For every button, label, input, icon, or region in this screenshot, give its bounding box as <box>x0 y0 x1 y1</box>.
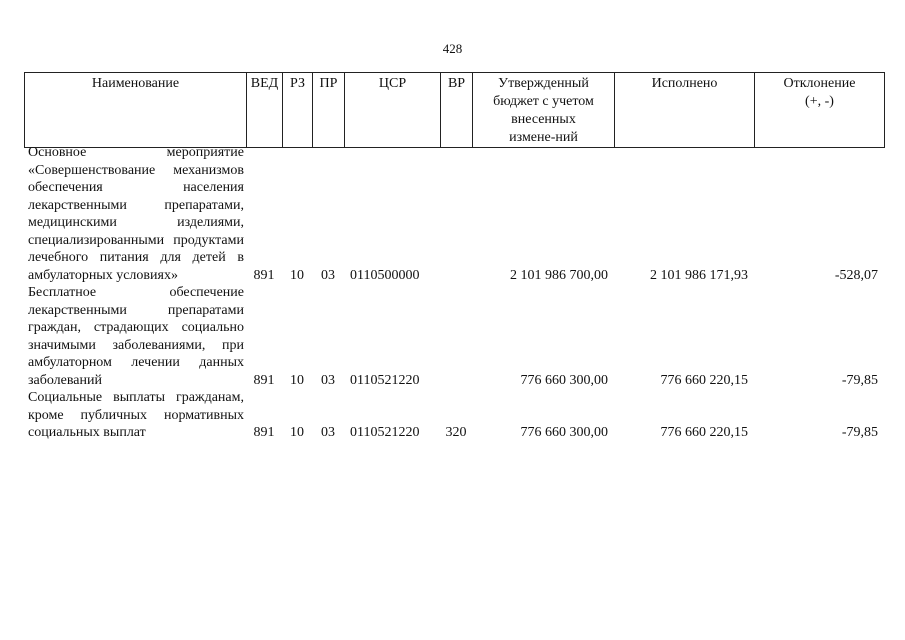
table-row <box>24 389 884 442</box>
row-csr: 0110521220 <box>350 372 420 388</box>
row-executed: 776 660 220,15 <box>660 372 748 388</box>
row-executed: 776 660 220,15 <box>660 425 748 440</box>
row-approved: 2 101 986 700,00 <box>510 267 608 283</box>
row-deviation: -79,85 <box>841 372 878 388</box>
header-approved: Утвержденный бюджет с учетом внесенных измене-ний <box>473 73 615 148</box>
row-rz: 10 <box>290 372 304 388</box>
table-row <box>24 144 884 284</box>
row-ved: 891 <box>253 372 275 388</box>
row-ved: 891 <box>253 267 275 283</box>
row-rz: 10 <box>290 425 304 440</box>
row-approved: 776 660 300,00 <box>520 425 608 440</box>
row-vr: 320 <box>445 425 467 440</box>
header-pr: ПР <box>313 73 345 148</box>
table-row <box>24 284 884 389</box>
row-vr <box>440 144 472 284</box>
header-rz: РЗ <box>283 73 313 148</box>
row-approved: 776 660 300,00 <box>520 372 608 388</box>
row-executed: 2 101 986 171,93 <box>650 267 748 283</box>
row-vr <box>440 284 472 389</box>
table-body <box>24 144 884 442</box>
row-ved: 891 <box>253 425 275 440</box>
page-number: 428 <box>442 41 463 56</box>
header-vr: ВР <box>441 73 473 148</box>
row-pr: 03 <box>321 425 335 440</box>
header-row <box>25 73 885 148</box>
header-name: Наименование <box>25 73 247 148</box>
row-csr: 0110521220 <box>350 425 420 440</box>
row-deviation: -528,07 <box>834 267 878 283</box>
header-deviation: Отклонение (+, -) <box>755 73 885 148</box>
row-rz: 10 <box>290 267 304 283</box>
row-pr: 03 <box>321 372 335 388</box>
header-ved: ВЕД <box>247 73 283 148</box>
row-name: Социальные выплаты гражданам, кроме публичных нормативных социальных выплат <box>28 390 244 440</box>
header-csr: ЦСР <box>345 73 441 148</box>
row-name: Бесплатное обеспечение лекарственными препаратами граждан, страдающих социально значимыми заболеваниями, при амбулаторном лечении данных заболеваний <box>28 285 244 388</box>
header-executed: Исполнено <box>615 73 755 148</box>
row-name: Основное мероприятие «Совершенствование механизмов обеспечения населения лекарственными препаратами, медицинскими изделиями, специализированными продуктами лечебного питания для детей в амбулаторных условиях» <box>28 145 244 283</box>
row-deviation: -79,85 <box>841 425 878 440</box>
row-csr: 0110500000 <box>350 267 420 283</box>
row-pr: 03 <box>321 267 335 283</box>
table-header <box>24 72 885 148</box>
